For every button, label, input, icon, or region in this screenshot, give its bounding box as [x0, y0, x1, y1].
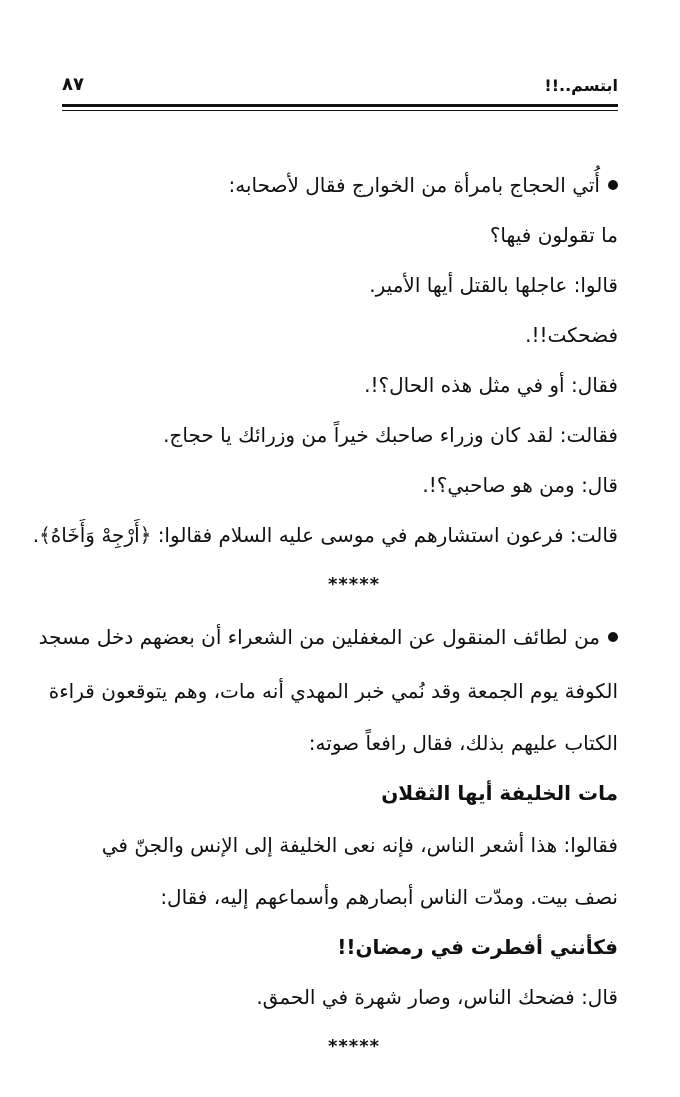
paragraph-line: أُتي الحجاج بامرأة من الخوارج فقال لأصحابه: [30, 160, 618, 210]
paragraph-line: قالوا: عاجلها بالقتل أيها الأمير. [369, 273, 618, 297]
section-separator: ***** [327, 1036, 381, 1057]
verse-line: مات الخليفة أيها الثقلان [381, 781, 618, 805]
verse-line: فكأنني أفطرت في رمضان!! [337, 935, 618, 959]
section-separator: ***** [327, 574, 381, 595]
page-number: ٨٧ [62, 74, 84, 95]
paragraph-line: نصف بيت. ومدّت الناس أبصارهم وأسماعهم إليه، فقال: [160, 885, 618, 909]
paragraph-line: الكتاب عليهم بذلك، فقال رافعاً صوته: [308, 731, 618, 755]
running-title: ابتسم..!! [544, 76, 618, 95]
paragraph-line: فقالوا: هذا أشعر الناس، فإنه نعى الخليفة إلى الإنس والجنّ في [101, 833, 618, 857]
paragraph-line: ما تقولون فيها؟ [489, 223, 618, 247]
paragraph-line: قال: فضحك الناس، وصار شهرة في الحمق. [256, 985, 618, 1009]
header-rule-thick [62, 104, 618, 107]
bullet-icon [608, 180, 618, 190]
paragraph-line: فضحكت!!. [525, 323, 618, 347]
bullet-icon [608, 632, 618, 642]
paragraph-line: قالت: فرعون استشارهم في موسى عليه السلام فقالوا: ﴿أَرْجِهْ وَأَخَاهُ﴾. [32, 523, 618, 547]
paragraph-line: فقال: أو في مثل هذه الحال؟!. [364, 373, 618, 397]
page-header [62, 72, 618, 102]
paragraph-line: الكوفة يوم الجمعة وقد نُمي خبر المهدي أنه مات، وهم يتوقعون قراءة [48, 679, 618, 703]
paragraph-line: من لطائف المنقول عن المغفلين من الشعراء أن بعضهم دخل مسجد [30, 610, 618, 664]
paragraph-line: قال: ومن هو صاحبي؟!. [422, 473, 618, 497]
paragraph-line: فقالت: لقد كان وزراء صاحبك خيراً من وزرائك يا حجاج. [163, 423, 618, 447]
page-body [30, 160, 618, 1072]
header-rule-thin [62, 110, 618, 111]
